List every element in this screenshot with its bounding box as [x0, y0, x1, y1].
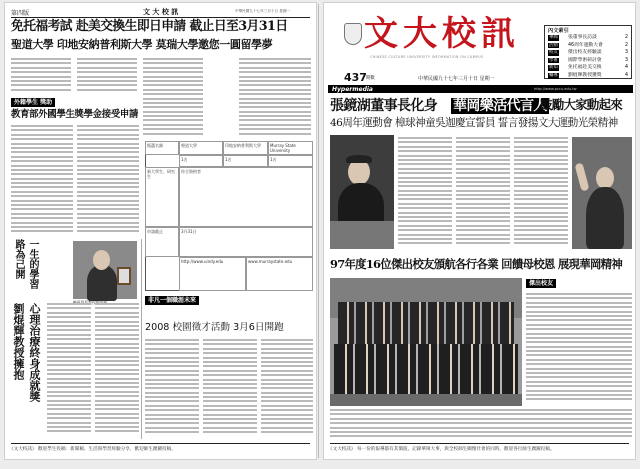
footer-rule	[330, 443, 629, 444]
table-cell: 1名	[223, 155, 268, 167]
left-headline-2: 聖道大學 印地安納普利斯大學 莫瑞大學邀您一圓留學夢	[11, 38, 273, 51]
toc-page: 2	[624, 41, 628, 48]
table-header-univ-1: 聖道大學	[179, 141, 223, 155]
quote-vertical-2: 一生的學習	[27, 239, 38, 289]
portrait-figure	[87, 265, 117, 301]
table-cell: 符合資格者	[179, 167, 313, 227]
column-divider	[141, 239, 142, 439]
toc-key: 校友	[549, 50, 558, 56]
article-columns-top-4	[239, 58, 311, 138]
masthead-english: CHINESE CULTURE UNIVERSITY INFORMATION ON CAMPUS	[370, 55, 484, 59]
article-columns-top-2	[77, 58, 137, 94]
chairman-speech-photo	[330, 135, 394, 249]
professor-portrait-photo	[73, 241, 137, 299]
toc-title-text: 免托福赴美交換	[568, 65, 602, 71]
podium	[330, 221, 394, 249]
toc-key: 新知	[549, 65, 558, 71]
toc-title: 內文索引	[548, 28, 569, 34]
recruitment-article	[145, 339, 199, 437]
quote-vertical-1: 路為己開	[13, 239, 24, 279]
article-columns-top-3	[143, 58, 203, 138]
table-cell: 3月31日	[179, 227, 313, 257]
toc-item[interactable]	[545, 72, 631, 80]
toc-key: 華岡	[549, 35, 558, 40]
alumni-article-bottom	[330, 409, 632, 439]
table-header-quota: 甄選名額	[145, 141, 179, 155]
article-columns-top	[11, 58, 71, 94]
toc-title-text: 劉焜輝教授獲獎	[568, 73, 602, 78]
toc-page: 3	[624, 49, 628, 56]
toc-page: 4	[624, 72, 628, 78]
section-tag-career: 非凡一個職涯未來	[145, 296, 199, 305]
right-headline-2: 46周年運動會 樟球神童吳迦慶宣誓員 誓言發揚文大運動光榮精神	[330, 117, 618, 129]
table-cell: 申請截止	[145, 227, 179, 257]
left-headline-1: 免托福考試 赴美交換生即日申請 截止日至3月31日	[11, 19, 288, 34]
url-line[interactable]: http://www.pccu.edu.tw	[534, 87, 577, 91]
toc-key: 學術	[549, 57, 558, 63]
chairman-article-2	[456, 137, 510, 249]
framed-certificate	[117, 267, 131, 285]
section-tag-foreign-students: 外籍學生 獎助	[11, 98, 55, 107]
table-cell: 新大學生、研究生	[145, 167, 179, 227]
toc-page: 2	[624, 34, 628, 40]
toc-key: 輔導	[549, 73, 558, 78]
athlete-head	[596, 167, 614, 189]
right-headline-1c: 鼓勵大家動起來	[540, 97, 622, 112]
toc-item[interactable]	[545, 64, 631, 72]
date-line: 中華民國九十七年三月十日 星期一	[418, 76, 495, 82]
recruitment-article-3	[261, 339, 313, 437]
toc-item[interactable]	[545, 49, 631, 57]
masthead-title: 文大校訊	[364, 14, 520, 54]
footer-rule	[11, 443, 310, 444]
table-header-univ-3: Murray State University	[268, 141, 313, 155]
toc-item[interactable]	[545, 34, 631, 42]
left-headline-4: 2008 校園徵才活動 3月6日開跑	[145, 322, 284, 333]
header-date: 中華民國九十七年三月十日 星期一	[235, 9, 291, 13]
back-row-people	[338, 302, 514, 346]
header-rule	[11, 17, 310, 18]
scholarship-article-2	[77, 125, 139, 237]
toc-title-text: 張董事長訪談	[568, 35, 597, 40]
athlete-body	[586, 187, 624, 249]
page-label: 第四版	[11, 10, 30, 17]
hypermedia-bar	[328, 85, 633, 93]
speaker-cap	[346, 155, 372, 163]
table-cell: 1名	[268, 155, 313, 167]
section-tag-alumni: 傑出校友	[526, 279, 556, 288]
raised-hand	[575, 162, 590, 191]
left-footer: 《文大校訊》 歡迎學生投稿：新聞稿、生活與學習經驗分享，歡迎師生踴躍投稿。	[9, 447, 176, 452]
table-link[interactable]: http://www.uindy.edu	[179, 257, 246, 291]
toc-title-text: 46周年運動大會	[568, 42, 603, 48]
left-newspaper-page	[4, 2, 317, 460]
floor	[330, 394, 522, 406]
issue-number: 437	[344, 71, 367, 84]
toc-box	[544, 25, 632, 79]
toc-page: 4	[624, 64, 628, 71]
right-headline-1b: 華岡樂活代言人	[453, 98, 547, 114]
quote-vertical-3: 劉焜輝教授擁抱	[12, 303, 25, 380]
hypermedia-label: Hypermedia	[332, 85, 373, 93]
chairman-article-3	[514, 137, 568, 249]
page-gutter	[318, 4, 319, 458]
right-footer: 《文大校訊》 每一份的報導都有其價值，記錄華岡大事，與全校師生關懷社會的同時，歡迎各位師生踴躍投稿。	[328, 447, 555, 452]
quote-vertical-4: 心理治療終身成就獎	[28, 303, 41, 402]
toc-item[interactable]	[545, 57, 631, 65]
toc-title-text: 傑出校友經驗談	[568, 50, 602, 56]
alumni-article	[526, 293, 632, 405]
university-emblem	[344, 23, 362, 45]
award-article-2	[95, 303, 139, 437]
right-newspaper-page	[323, 2, 636, 460]
toc-page: 3	[624, 56, 628, 63]
issue-label: 期數	[366, 76, 375, 81]
award-article	[47, 303, 91, 437]
table-header-univ-2: 印地安納普利斯大學	[223, 141, 268, 155]
toc-key: 活動	[549, 42, 558, 48]
toc-title-text: 國際學術研討會	[568, 57, 602, 63]
table-cell: 1名	[179, 155, 223, 167]
left-headline-3: 教育部外國學生獎學金接受申請	[11, 109, 139, 120]
chairman-article	[398, 137, 452, 249]
recruitment-article-2	[203, 339, 257, 437]
right-headline-3: 97年度16位傑出校友頒航各行各業 回饋母校恩 展現華岡精神	[330, 257, 623, 271]
portrait-head	[93, 250, 110, 270]
front-row-people	[334, 344, 518, 394]
left-masthead-small: 文 大 校 訊	[143, 7, 179, 16]
scholarship-article	[11, 125, 73, 237]
toc-item[interactable]	[545, 42, 631, 50]
alumni-group-photo	[330, 278, 522, 406]
table-link[interactable]: www.murraystate.edu	[246, 257, 313, 291]
right-headline-1a: 張鏡湖董事長化身	[330, 98, 438, 114]
athlete-oath-photo	[572, 137, 632, 249]
